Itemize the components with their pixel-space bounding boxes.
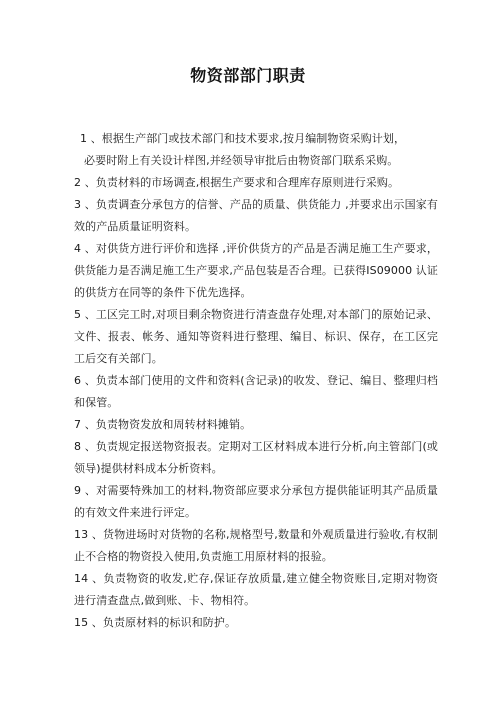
duty-item-1: 1 、根据生产部门或技术部门和技术要求,按月编制物资采购计划， [80, 132, 406, 145]
duty-item-2: 2 、负责材料的市场调查,根据生产要求和合理库存原则进行采购。 [74, 176, 400, 189]
duty-item-4: 4 、对供货方进行评价和选择 ,评价供货方的产品是否满足施工生产要求，供货能力是否满足施工生产要求,产品包装是否合理。已获得IS09000 认证的供货方在同等的条件下优先选择。 [74, 242, 438, 299]
duty-item-3: 3 、负责调查分承包方的信誉、产品的质量、供货能力 ,并要求出示国家有效的产品质量证明资料。 [74, 198, 438, 233]
duty-item-15: 15 、负责原材料的标识和防护。 [74, 616, 237, 629]
duty-item-5: 5 、工区完工时,对项目剩余物资进行清查盘存处理,对本部门的原始记录、文件、报表、帐务、通知等资料进行整理、编目、标识、保存，在工区完工后交有关部门。 [74, 308, 438, 365]
page-title: 物资部部门职责 [190, 66, 306, 85]
duty-item-9: 9 、对需要特殊加工的材料,物资部应要求分承包方提供能证明其产品质量的有效文件来进行评定。 [74, 484, 438, 519]
duty-item-1-continued: 必要时附上有关设计样图,并经领导审批后由物资部门联系采购。 [84, 154, 399, 167]
duty-item-14: 14 、负责物资的收发,贮存,保证存放质量,建立健全物资账目,定期对物资进行清查盘点,做到账、卡、物相符。 [74, 572, 438, 607]
duty-item-13: 13 、货物进场时对货物的名称,规格型号,数量和外观质量进行验收,有权制止不合格的物资投入使用,负责施工用原材料的报验。 [74, 528, 438, 563]
duty-item-7: 7 、负责物资发放和周转材料摊销。 [74, 418, 252, 431]
document-body [74, 128, 438, 634]
duty-item-8: 8 、负责规定报送物资报表。定期对工区材料成本进行分析,向主管部门(或领导)提供材料成本分析资料。 [74, 440, 438, 475]
duty-item-6: 6 、负责本部门使用的文件和资料(含记录)的收发、登记、编目、整理归档和保管。 [74, 374, 438, 409]
